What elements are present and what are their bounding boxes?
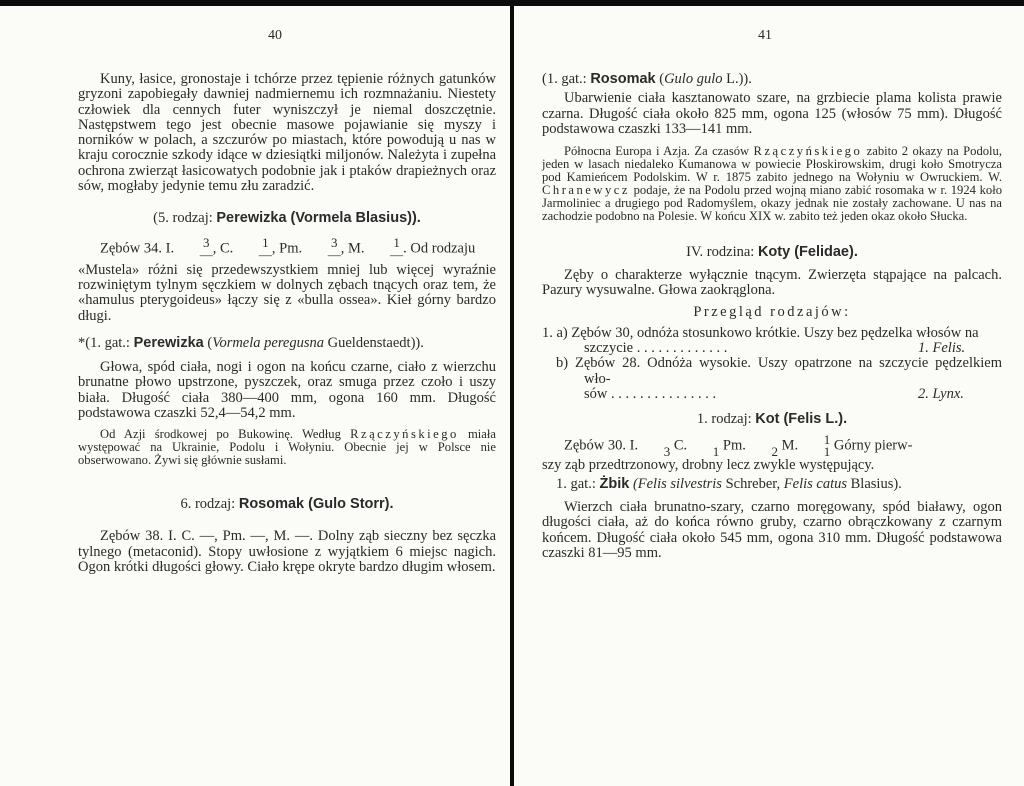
frac-m-top: 1: [393, 234, 400, 250]
family-felidae-description: Zęby o charakterze wyłącznie tnącym. Zwierzęta stąpające na palcach. Pazury wysuwalne. Głowa zaokrąglona.: [542, 266, 1002, 299]
teeth-pm: , Pm.: [271, 240, 303, 256]
felis-teeth-pm: Pm.: [722, 436, 746, 453]
genus-5-prefix: (5. rodzaj:: [153, 210, 213, 227]
family-prefix: IV. rodzina:: [686, 243, 755, 260]
felis-frac-m-bot: 1: [823, 443, 831, 459]
frac-c-top: 1: [262, 234, 269, 250]
genus-6-heading: [78, 497, 496, 512]
left-page: [0, 6, 510, 786]
felis-frac-i: [642, 434, 671, 458]
felis-frac-m: [802, 431, 831, 459]
frac-i-top: 3: [202, 234, 210, 250]
zbik-latin2: Felis catus: [783, 475, 848, 492]
page-number-left: 40: [268, 28, 282, 43]
species-author: Gueldenstaedt)).: [327, 334, 424, 351]
teeth-label: Zębów 34.: [100, 240, 163, 256]
key-1b-last: sów: [584, 386, 608, 402]
rosomak-author: L.)).: [726, 71, 752, 87]
intro-paragraph: Kuny, łasice, gronostaje i tchórze przez tępienie różnych gatunków gryzoni zapobiegały dawniej nadmiernemu ich rozmnażaniu. Niestety człowiek dla cennych futer wyniszczył je niemal doszczętnie. Następstwem tego jest obecnie masowe pojawianie się myszy i norników w polach, a szczurów po miastach, które powodują u nas w kraju corocznie szkody idące w dziesiątki miljonów. Należyta i zupełna ochrona zwierząt łasicowatych podobnie jak i ptaków drapieżnych oraz sów, mogłaby jedynie temu złu zaradzić.: [78, 71, 496, 195]
frac-m: 1 —: [368, 237, 403, 261]
key-1b-ref: 2. Lynx.: [918, 386, 964, 402]
range-text-a: Od Azji środkowej po Bukowinę. Według: [100, 427, 341, 442]
felis-teeth-formula: [542, 431, 1002, 459]
species-zbik-description: Wierzch ciała brunatno-szary, czarno moręgowany, spód białawy, ogon długości ciała, aż do końca równo gruby, czarno obrączkowany z czarnym końcem. Długość ciała około 545 mm, ogona 310 mm. Długość podstawowa czaszki 81—95 mm.: [542, 499, 1002, 562]
felis-frac-c: [691, 434, 720, 458]
zbik-latin: (Felis silvestris: [632, 475, 722, 492]
species-perewizka-range: [78, 428, 496, 467]
rosomak-range-c: podaje, że na Podolu przed wojną miano zabić rosomaka w r. 1924 koło Jarmoliniec a drugiego pod Radomyślem, okazy jednak nie zostały zachowane. U nas na zachodzie podobno na Polesie. W końcu XIX w. zabito też jeden okaz około Słucka.: [542, 182, 1002, 223]
rosomak-range-b: zabito 2 okazy na Podolu, jeden w lasach niedaleko Kumanowa w powiecie Płoskirowskim, drugi koło Smotrycza pod Kamieńcem Podolskim. W r. 1875 zabito jednego na Wołyniu w Owruckiem. W.: [542, 144, 1002, 184]
species-name: Perewizka: [133, 334, 204, 351]
rosomak-range-a: Północna Europa i Azja. Za czasów: [564, 144, 750, 159]
teeth-c: , C.: [212, 240, 234, 256]
key-1a-last: szczycie: [584, 340, 634, 357]
zbik-author: Schreber,: [725, 475, 781, 492]
genus-5-teeth-formula: [78, 234, 496, 262]
species-rosomak-heading: (1. gat.: Rosomak (Gulo gulo L.)).: [542, 71, 752, 87]
genus-6-prefix: 6. rodzaj:: [180, 496, 236, 513]
species-perewizka-description: Głowa, spód ciała, nogi i ogon na końcu czarne, ciało z wierzchu brunatne płowo upstrzone, pyszczek, oraz smuga przez czoło i uszy biała. Długość ciała 380—400 mm, ogona 160 mm. Długość podstawowa czaszki 52,4—54,2 mm.: [78, 359, 496, 422]
right-column: [542, 72, 1002, 561]
genus-6-name: Rosomak (Gulo Storr).: [238, 496, 394, 513]
zbik-name: Żbik: [599, 475, 630, 492]
species-zbik-heading: [542, 477, 1002, 492]
genus-felis-heading: [542, 412, 1002, 427]
rosomak-latin: Gulo gulo: [664, 71, 723, 87]
rosomak-prefix: (1. gat.:: [542, 71, 587, 87]
key-1a-ref: 1. Felis.: [918, 340, 966, 357]
felis-teeth-description: szy ząb przedtrzonowy, drobny lecz zwykle występujący.: [542, 456, 875, 473]
felis-teeth-c: C.: [673, 436, 688, 453]
genera-key: [542, 326, 1002, 402]
teeth-tail: . Od rodzaju: [403, 240, 476, 256]
genus-5-heading: [78, 211, 496, 226]
felis-teeth-m: M.: [781, 436, 799, 453]
felis-frac-m-top: 1: [823, 431, 831, 447]
zbik-prefix: 1. gat.:: [556, 475, 596, 492]
felis-name: Kot (Felis L.).: [755, 411, 848, 428]
rosomak-range-author1: Rzączyńskiego: [753, 144, 863, 159]
species-latin: Vormela peregusna: [212, 334, 325, 351]
felis-teeth-tail: Górny pierw-: [833, 436, 913, 453]
species-rosomak-description: Ubarwienie ciała kasztanowato szare, na grzbiecie plama kolista prawie czarna. Długość ciała około 825 mm, ogona 125 (włosów 75 mm). Długość podstawowa czaszki 133—141 mm.: [542, 90, 1002, 137]
teeth-m: , M.: [340, 240, 365, 256]
genus-5-name: Perewizka (Vormela Blasius)).: [216, 210, 421, 227]
left-column: [78, 72, 496, 575]
page-number-right: 41: [758, 28, 772, 43]
key-1a-last-line: szczycie . . . . . . . . . . . . . 1. Felis.: [542, 341, 1002, 356]
species-rosomak-range: [542, 145, 1002, 222]
right-page: [514, 6, 1024, 786]
frac-i: 3 —: [178, 237, 213, 261]
felis-teeth-label: Zębów 30. I.: [564, 436, 639, 453]
key-1b: b) Zębów 28. Odnóża wysokie. Uszy opatrzone na szczycie pędzelkiem wło-: [556, 355, 1002, 387]
felis-frac-c-bot: 1: [712, 443, 720, 459]
felis-frac-pm: [749, 434, 778, 458]
species-prefix: *(1. gat.:: [78, 334, 130, 351]
range-author: Rzączyńskiego: [350, 427, 459, 442]
species-perewizka-heading: *(1. gat.: Perewizka (Vormela peregusna Gueldenstaedt)).: [78, 334, 424, 351]
genus-5-description: «Mustela» różni się przedewszystkiem mniej lub więcej wyraźnie rozwiniętym tylnym sęczkiem w dolnych zębach tnących oraz tem, że «hamulus pterygoideus» łączy się z «bulla ossea». Kieł górny bardzo długi.: [78, 261, 496, 324]
frac-c: 1 —: [237, 237, 272, 261]
genera-overview-heading: Przegląd rodzajów:: [693, 303, 851, 320]
frac-pm: 3 —: [306, 237, 341, 261]
zbik-author2: Blasius).: [850, 475, 902, 492]
felis-frac-i-bot: 3: [663, 443, 671, 459]
felis-frac-pm-bot: 2: [771, 443, 778, 459]
rosomak-name: Rosomak: [590, 71, 656, 87]
key-1a: 1. a) Zębów 30, odnóża stosunkowo krótkie. Uszy bez pędzelka włosów na: [542, 324, 979, 341]
family-name: Koty (Felidae).: [757, 243, 858, 260]
teeth-i: I.: [165, 240, 175, 256]
frac-pm-top: 3: [331, 234, 338, 250]
felis-prefix: 1. rodzaj:: [696, 411, 752, 428]
key-1b-last-line: sów . . . . . . . . . . . . . . . 2. Lynx.: [542, 387, 1002, 402]
genus-6-description: Zębów 38. I. C. —, Pm. —, M. —. Dolny ząb sieczny bez sęczka tylnego (metaconid). Stopy uwłosione z wyjątkiem 6 miejsc nagich. Ogon krótki długości głowy. Ciało krępe okryte bardzo długim włosem.: [78, 528, 496, 575]
rosomak-range-author2: Chranewycz: [542, 182, 630, 197]
family-felidae-heading: [542, 245, 1002, 260]
range-text-b: miała występować na Ukrainie, Podolu i Wołyniu. Obecnie jej w Polsce nie obserwowano. Żywi się głównie susłami.: [78, 427, 496, 468]
